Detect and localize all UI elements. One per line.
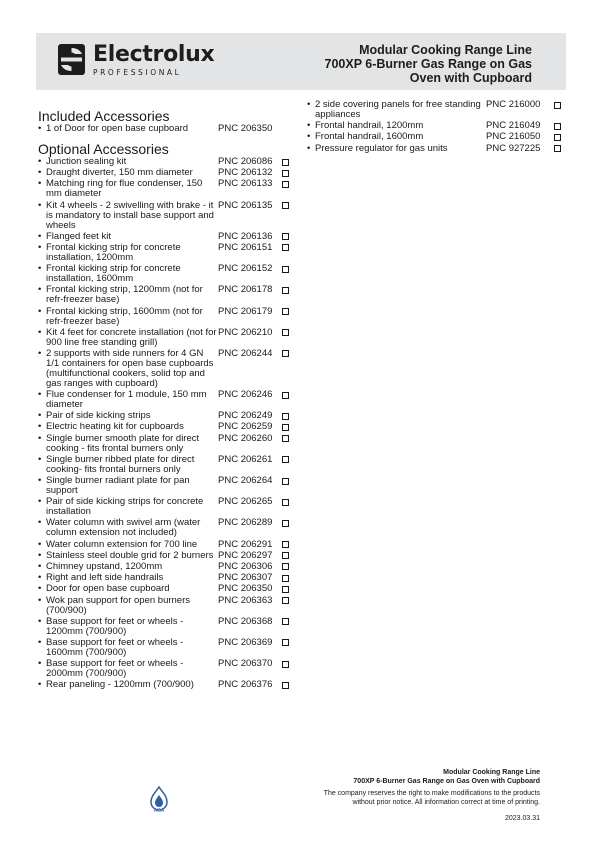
accessory-item bbox=[38, 476, 296, 496]
checkbox-icon[interactable] bbox=[282, 456, 289, 463]
accessory-item bbox=[307, 144, 565, 154]
accessory-pnc: PNC 206249 bbox=[218, 410, 273, 422]
accessories-right-column bbox=[307, 100, 565, 155]
bullet: • bbox=[38, 615, 42, 627]
checkbox-icon[interactable] bbox=[554, 134, 561, 141]
bullet: • bbox=[38, 305, 42, 317]
checkbox-icon[interactable] bbox=[282, 350, 289, 357]
accessory-item bbox=[38, 285, 296, 305]
accessory-pnc: PNC 206136 bbox=[218, 230, 273, 242]
optional-list bbox=[38, 157, 296, 690]
accessory-pnc: PNC 206261 bbox=[218, 453, 273, 465]
checkbox-icon[interactable] bbox=[282, 661, 289, 668]
bullet: • bbox=[38, 572, 42, 584]
accessory-item bbox=[38, 562, 296, 572]
accessory-item bbox=[38, 540, 296, 550]
accessory-pnc: PNC 206265 bbox=[218, 496, 273, 508]
checkbox-icon[interactable] bbox=[282, 244, 289, 251]
accessory-item bbox=[307, 121, 565, 131]
footer-title bbox=[290, 769, 540, 786]
bullet: • bbox=[307, 99, 311, 110]
accessory-pnc: PNC 206179 bbox=[218, 305, 273, 317]
brand-logo bbox=[58, 44, 214, 77]
title-line: Modular Cooking Range Line bbox=[359, 43, 532, 57]
checkbox-icon[interactable] bbox=[282, 639, 289, 646]
bullet: • bbox=[38, 453, 42, 465]
footer-title-line: Modular Cooking Range Line bbox=[443, 769, 540, 776]
checkbox-icon[interactable] bbox=[282, 618, 289, 625]
accessory-pnc: PNC 216000 bbox=[486, 99, 541, 110]
included-heading: Included Accessories bbox=[38, 108, 170, 124]
bullet: • bbox=[307, 142, 311, 154]
accessory-item bbox=[307, 100, 565, 120]
accessory-pnc: PNC 206244 bbox=[218, 347, 273, 359]
checkbox-icon[interactable] bbox=[282, 233, 289, 240]
bullet: • bbox=[38, 347, 42, 359]
header-banner bbox=[36, 33, 566, 90]
bullet: • bbox=[38, 517, 42, 529]
accessory-pnc: PNC 206306 bbox=[218, 560, 273, 572]
accessory-name: Door for open base cupboard bbox=[46, 583, 170, 595]
accessory-pnc: PNC 206135 bbox=[218, 199, 273, 211]
accessory-pnc: PNC 206151 bbox=[218, 241, 273, 253]
accessory-item bbox=[38, 157, 296, 167]
accessory-name: Frontal kicking strip, 1600mm (not for refr-freezer base) bbox=[46, 305, 203, 327]
accessory-item bbox=[38, 168, 296, 178]
bullet: • bbox=[38, 230, 42, 242]
accessory-name: Kit 4 wheels - 2 swivelling with brake - it is mandatory to install base support and wheels bbox=[46, 199, 214, 231]
accessory-name: Frontal kicking strip for concrete installation, 1600mm bbox=[46, 263, 181, 285]
accessory-pnc: PNC 206264 bbox=[218, 475, 273, 486]
accessory-pnc: PNC 206350 bbox=[218, 123, 273, 134]
accessory-pnc: PNC 206363 bbox=[218, 594, 273, 606]
checkbox-icon[interactable] bbox=[282, 478, 289, 485]
accessory-item bbox=[38, 232, 296, 242]
title-line: 700XP 6-Burner Gas Range on Gas bbox=[324, 57, 532, 71]
accessory-item bbox=[38, 518, 296, 538]
accessory-item bbox=[38, 434, 296, 454]
accessory-name: 2 side covering panels for free standing appliances bbox=[315, 99, 481, 120]
accessory-pnc: PNC 206350 bbox=[218, 583, 273, 595]
accessory-item bbox=[38, 455, 296, 475]
aga-label: AGA bbox=[153, 808, 165, 813]
accessory-name: 2 supports with side runners for 4 GN 1/1 containers for open base cupboards (multifunctional cookers, solid top and gas ranges with cupboard) bbox=[46, 347, 214, 389]
accessories-left-column bbox=[38, 108, 296, 691]
bullet: • bbox=[38, 199, 42, 211]
checkbox-icon[interactable] bbox=[554, 123, 561, 130]
accessory-name: Frontal handrail, 1200mm bbox=[315, 120, 424, 132]
accessory-item bbox=[38, 584, 296, 594]
accessory-pnc: PNC 206291 bbox=[218, 538, 273, 550]
accessory-item bbox=[307, 132, 565, 142]
bullet: • bbox=[38, 538, 42, 550]
accessory-name: Base support for feet or wheels - 2000mm (700/900) bbox=[46, 658, 184, 680]
accessory-item bbox=[38, 179, 296, 199]
accessory-pnc: PNC 206369 bbox=[218, 636, 273, 648]
accessory-pnc: PNC 206376 bbox=[218, 679, 273, 691]
electrolux-logo-icon bbox=[58, 44, 85, 75]
optional-list-continued bbox=[307, 100, 565, 154]
bullet: • bbox=[38, 432, 42, 444]
accessory-name: Pair of side kicking strips for concrete installation bbox=[46, 496, 204, 518]
checkbox-icon[interactable] bbox=[282, 159, 289, 166]
document-title bbox=[325, 43, 533, 85]
accessory-item bbox=[38, 680, 296, 690]
accessory-name: Pair of side kicking strips bbox=[46, 410, 151, 422]
bullet: • bbox=[38, 167, 42, 179]
accessory-item bbox=[38, 264, 296, 284]
accessory-pnc: PNC 216050 bbox=[486, 131, 541, 143]
bullet: • bbox=[38, 410, 42, 422]
accessory-name: Single burner radiant plate for pan support bbox=[46, 475, 190, 496]
accessory-item bbox=[38, 617, 296, 637]
checkbox-icon[interactable] bbox=[282, 552, 289, 559]
accessory-name: Water column with swivel arm (water column extension not included) bbox=[46, 517, 201, 539]
bullet: • bbox=[38, 326, 42, 338]
accessory-item bbox=[38, 659, 296, 679]
checkbox-icon[interactable] bbox=[282, 499, 289, 506]
bullet: • bbox=[38, 123, 42, 134]
accessory-item bbox=[38, 124, 296, 134]
accessory-name: Junction sealing kit bbox=[46, 156, 127, 167]
accessory-pnc: PNC 206259 bbox=[218, 421, 273, 433]
accessory-pnc: PNC 206152 bbox=[218, 263, 273, 275]
accessory-pnc: PNC 206246 bbox=[218, 389, 273, 401]
accessory-name: Flue condenser for 1 module, 150 mm diameter bbox=[46, 389, 207, 411]
checkbox-icon[interactable] bbox=[282, 266, 289, 273]
bullet: • bbox=[38, 389, 42, 401]
accessory-pnc: PNC 927225 bbox=[486, 142, 541, 154]
accessory-name: Right and left side handrails bbox=[46, 572, 164, 584]
accessory-pnc: PNC 206368 bbox=[218, 615, 273, 627]
optional-heading: Optional Accessories bbox=[38, 141, 169, 157]
accessory-name: Electric heating kit for cupboards bbox=[46, 421, 184, 433]
checkbox-icon[interactable] bbox=[554, 102, 561, 109]
accessory-item bbox=[38, 596, 296, 616]
checkbox-icon[interactable] bbox=[554, 145, 561, 152]
accessory-name: Frontal handrail, 1600mm bbox=[315, 131, 424, 143]
bullet: • bbox=[38, 421, 42, 433]
accessory-item bbox=[38, 390, 296, 410]
accessory-item bbox=[38, 349, 296, 389]
footer-note-line: without prior notice. All information correct at time of printing. bbox=[352, 798, 540, 806]
bullet: • bbox=[38, 475, 42, 486]
checkbox-icon[interactable] bbox=[282, 413, 289, 420]
aga-certification-icon bbox=[145, 785, 173, 813]
accessory-pnc: PNC 206178 bbox=[218, 284, 273, 296]
bullet: • bbox=[38, 496, 42, 508]
footer-date: 2023.03.31 bbox=[504, 815, 540, 822]
accessory-item bbox=[38, 497, 296, 517]
bullet: • bbox=[307, 120, 311, 132]
accessory-item bbox=[38, 411, 296, 421]
checkbox-icon[interactable] bbox=[282, 287, 289, 294]
checkbox-icon[interactable] bbox=[282, 424, 289, 431]
accessory-name: Frontal kicking strip for concrete installation, 1200mm bbox=[46, 241, 181, 263]
accessory-item bbox=[38, 243, 296, 263]
accessory-item bbox=[38, 573, 296, 583]
bullet: • bbox=[38, 241, 42, 253]
accessory-pnc: PNC 206260 bbox=[218, 432, 273, 444]
checkbox-icon[interactable] bbox=[282, 329, 289, 336]
checkbox-icon[interactable] bbox=[282, 181, 289, 188]
bullet: • bbox=[38, 658, 42, 670]
title-line: Oven with Cupboard bbox=[409, 71, 532, 85]
accessory-name: Matching ring for flue condenser, 150 mm diameter bbox=[46, 178, 203, 200]
bullet: • bbox=[38, 549, 42, 561]
accessory-name: Draught diverter, 150 mm diameter bbox=[46, 167, 193, 179]
footer-disclaimer bbox=[280, 790, 540, 807]
checkbox-icon[interactable] bbox=[282, 563, 289, 570]
bullet: • bbox=[38, 263, 42, 275]
accessory-pnc: PNC 216049 bbox=[486, 120, 541, 132]
accessory-item bbox=[38, 328, 296, 348]
accessory-item bbox=[38, 307, 296, 327]
accessory-name: Frontal kicking strip, 1200mm (not for refr-freezer base) bbox=[46, 284, 203, 306]
checkbox-icon[interactable] bbox=[282, 435, 289, 442]
bullet: • bbox=[38, 583, 42, 595]
accessory-pnc: PNC 206132 bbox=[218, 167, 273, 179]
accessory-pnc: PNC 206289 bbox=[218, 517, 273, 529]
accessory-name: Flanged feet kit bbox=[46, 230, 111, 242]
accessory-name: Stainless steel double grid for 2 burners bbox=[46, 549, 214, 561]
accessory-item bbox=[38, 551, 296, 561]
accessory-name: Chimney upstand, 1200mm bbox=[46, 560, 163, 572]
accessory-item bbox=[38, 201, 296, 231]
accessory-pnc: PNC 206133 bbox=[218, 178, 273, 190]
bullet: • bbox=[38, 560, 42, 572]
accessory-pnc: PNC 206370 bbox=[218, 658, 273, 670]
accessory-pnc: PNC 206307 bbox=[218, 572, 273, 584]
checkbox-icon[interactable] bbox=[282, 392, 289, 399]
checkbox-icon[interactable] bbox=[282, 520, 289, 527]
checkbox-icon[interactable] bbox=[282, 541, 289, 548]
accessory-pnc: PNC 206297 bbox=[218, 549, 273, 561]
brand-name: Electrolux bbox=[93, 42, 215, 67]
checkbox-icon[interactable] bbox=[282, 308, 289, 315]
checkbox-icon[interactable] bbox=[282, 170, 289, 177]
accessory-name: Kit 4 feet for concrete installation (not for 900 line free standing grill) bbox=[46, 326, 217, 348]
footer-title-line: 700XP 6-Burner Gas Range on Gas Oven with Cupboard bbox=[353, 777, 540, 785]
accessory-item bbox=[38, 638, 296, 658]
included-list bbox=[38, 124, 296, 134]
accessory-name: Base support for feet or wheels - 1200mm (700/900) bbox=[46, 615, 184, 637]
accessory-name: Wok pan support for open burners (700/900) bbox=[46, 594, 190, 616]
accessory-name: Water column extension for 700 line bbox=[46, 538, 198, 550]
bullet: • bbox=[38, 284, 42, 296]
bullet: • bbox=[38, 178, 42, 190]
accessory-pnc: PNC 206086 bbox=[218, 156, 273, 167]
accessory-name: Base support for feet or wheels - 1600mm (700/900) bbox=[46, 636, 184, 658]
checkbox-icon[interactable] bbox=[282, 597, 289, 604]
accessory-name: Rear paneling - 1200mm (700/900) bbox=[46, 679, 194, 691]
bullet: • bbox=[38, 156, 42, 167]
accessory-name: Single burner smooth plate for direct cooking - fits frontal burners only bbox=[46, 432, 200, 454]
accessory-name: Single burner ribbed plate for direct cooking- fits frontal burners only bbox=[46, 453, 195, 475]
footer-note-line: The company reserves the right to make modifications to the products bbox=[323, 790, 540, 797]
accessory-name: 1 of Door for open base cupboard bbox=[46, 123, 189, 134]
checkbox-icon[interactable] bbox=[282, 586, 289, 593]
bullet: • bbox=[307, 131, 311, 143]
accessory-item bbox=[38, 422, 296, 432]
checkbox-icon[interactable] bbox=[282, 202, 289, 209]
bullet: • bbox=[38, 636, 42, 648]
checkbox-icon[interactable] bbox=[282, 575, 289, 582]
bullet: • bbox=[38, 679, 42, 691]
bullet: • bbox=[38, 594, 42, 606]
brand-subtitle: PROFESSIONAL bbox=[93, 68, 182, 77]
accessory-name: Pressure regulator for gas units bbox=[315, 142, 448, 154]
checkbox-icon[interactable] bbox=[282, 682, 289, 689]
accessory-pnc: PNC 206210 bbox=[218, 326, 273, 338]
